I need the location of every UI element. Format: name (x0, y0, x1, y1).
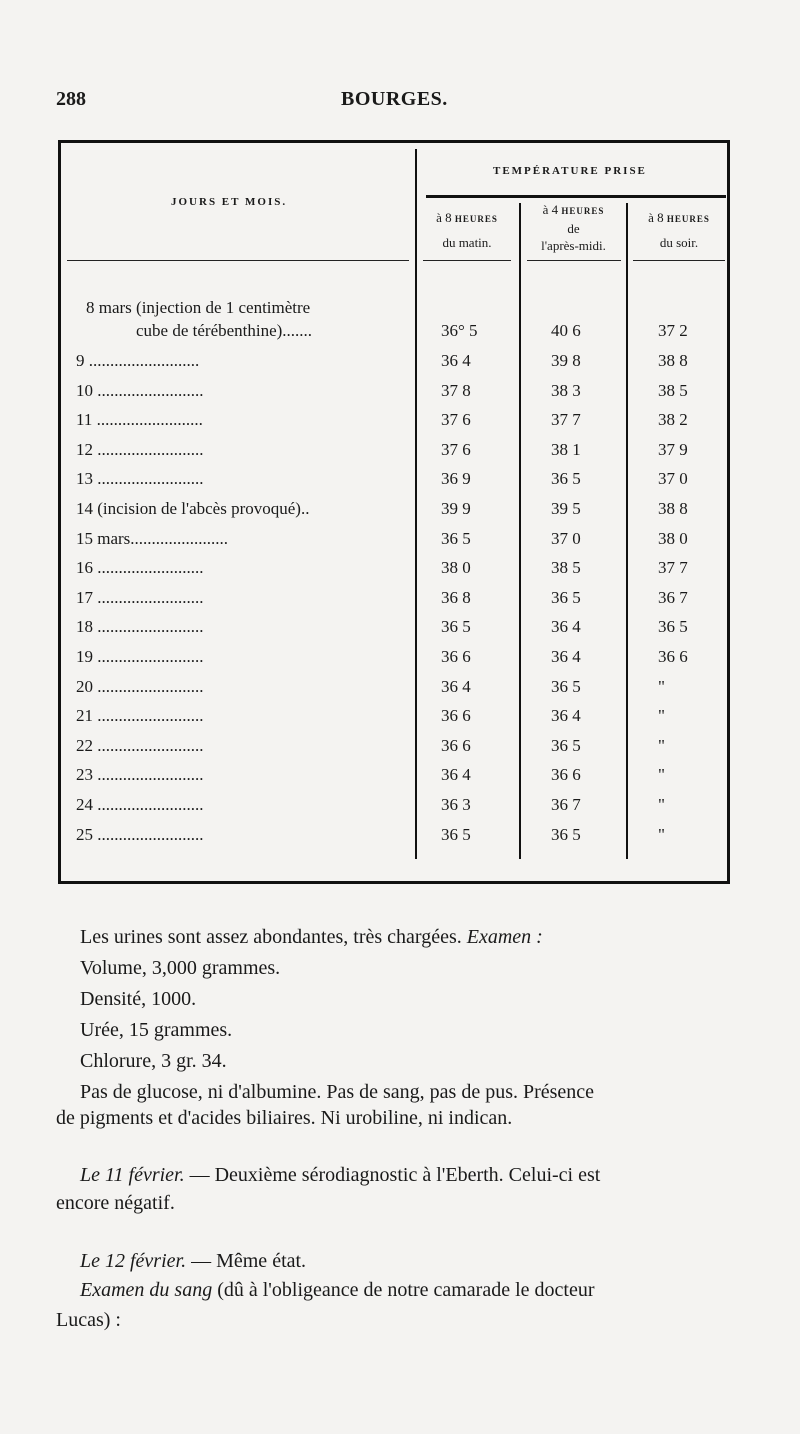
table-row (61, 736, 733, 766)
row-label: 9 .......................... (76, 351, 200, 370)
header-bottom-rule-left (67, 260, 409, 261)
line-negatif: encore négatif. (56, 1192, 175, 1214)
value-evening: 37 0 (658, 469, 688, 489)
value-morning: 36 6 (441, 735, 471, 755)
value-morning: 36 4 (441, 765, 471, 785)
value-afternoon: 37 0 (551, 528, 581, 548)
line-pigments: de pigments et d'acides biliaires. Ni urobiline, ni indican. (56, 1107, 513, 1129)
paragraph-12-fevrier: Le 12 février. — Même état. (80, 1250, 307, 1272)
value-morning: 39 9 (441, 499, 471, 518)
value-evening: 36 6 (658, 647, 688, 666)
row-label: 18 ......................... (76, 617, 204, 637)
line-uree: Urée, 15 grammes. (80, 1019, 233, 1041)
value-afternoon: 38 1 (551, 439, 581, 459)
table-row (61, 617, 733, 647)
row-label: 15 mars....................... (76, 528, 229, 548)
col-header-days: JOURS ET MOIS. (171, 196, 288, 208)
header-rule (426, 195, 726, 198)
header-bottom-rule-2 (527, 260, 621, 261)
value-afternoon: 36 5 (551, 587, 581, 607)
value-evening: 37 2 (658, 321, 688, 340)
value-evening: 38 2 (658, 410, 688, 430)
value-morning: 36 3 (441, 795, 471, 814)
value-morning: 36 6 (441, 706, 471, 726)
running-head: BOURGES. (341, 88, 448, 110)
value-afternoon: 36 5 (551, 824, 581, 844)
table-row (61, 765, 733, 795)
line-volume: Volume, 3,000 grammes. (80, 957, 281, 979)
body-text (56, 922, 740, 1342)
paragraph-11-fevrier: Le 11 février. — Deuxième sérodiagnostic à l'Eberth. Celui-ci est (80, 1164, 601, 1186)
value-evening: 36 7 (658, 587, 688, 607)
row-label: 23 ......................... (76, 765, 204, 785)
value-morning: 37 6 (441, 439, 471, 459)
value-afternoon: 36 5 (551, 469, 581, 489)
value-evening: " (658, 706, 665, 726)
value-afternoon: 39 5 (551, 499, 581, 518)
value-morning: 37 8 (441, 380, 471, 400)
value-evening: 38 5 (658, 380, 688, 400)
value-afternoon: 36 4 (551, 647, 581, 666)
page-number: 288 (56, 88, 86, 110)
value-morning: 37 6 (441, 410, 471, 430)
table-row (61, 795, 733, 825)
header-bottom-rule-3 (633, 260, 725, 261)
table-row (61, 706, 733, 736)
table-row (61, 558, 733, 588)
table-row (61, 410, 733, 440)
row-label: 21 ......................... (76, 706, 204, 726)
table-row (61, 381, 733, 411)
value-evening: " (658, 676, 665, 696)
row-label: 19 ......................... (76, 647, 204, 666)
value-morning: 36 4 (441, 351, 471, 370)
row-label: 20 ......................... (76, 676, 204, 696)
value-afternoon: 36 4 (551, 706, 581, 726)
value-morning: 36° 5 (441, 321, 478, 340)
row-label: 24 ......................... (76, 795, 204, 814)
table-row (61, 825, 733, 855)
value-morning: 36 5 (441, 617, 471, 637)
paragraph-examen-sang: Examen du sang (dû à l'obligeance de notre camarade le docteur (80, 1279, 595, 1301)
table-row (61, 499, 733, 529)
value-evening: " (658, 795, 665, 814)
value-evening: " (658, 735, 665, 755)
subheader-evening: à 8 HEURES du soir. (648, 210, 710, 250)
value-afternoon: 38 3 (551, 380, 581, 400)
value-afternoon: 36 4 (551, 617, 581, 637)
value-morning: 36 4 (441, 676, 471, 696)
value-evening: 38 0 (658, 528, 688, 548)
row-label: 10 ......................... (76, 380, 204, 400)
value-evening: 36 5 (658, 617, 688, 637)
paragraph-urines: Les urines sont assez abondantes, très chargées. Examen : (80, 926, 543, 948)
subheader-afternoon: à 4 HEURES de l'après-midi. (541, 202, 606, 253)
value-evening: " (658, 824, 665, 844)
row-label: 8 mars (injection de 1 centimètre (86, 298, 311, 317)
value-morning: 36 5 (441, 824, 471, 844)
line-chlorure: Chlorure, 3 gr. 34. (80, 1050, 227, 1072)
page-header (56, 88, 740, 118)
value-morning: 36 9 (441, 469, 471, 489)
value-afternoon: 36 5 (551, 735, 581, 755)
value-evening: 37 9 (658, 439, 688, 459)
row-label: 25 ......................... (76, 824, 204, 844)
value-evening: " (658, 765, 665, 785)
line-glucose: Pas de glucose, ni d'albumine. Pas de sang, pas de pus. Présence (80, 1081, 595, 1103)
subheader-morning: à 8 HEURES du matin. (436, 210, 498, 250)
value-afternoon: 39 8 (551, 351, 581, 370)
value-evening: 38 8 (658, 499, 688, 518)
row-label: 13 ......................... (76, 469, 204, 489)
row-label: cube de térébenthine)....... (136, 321, 313, 340)
header-bottom-rule-1 (423, 260, 511, 261)
table-row (61, 529, 733, 559)
line-lucas: Lucas) : (56, 1309, 121, 1331)
value-afternoon: 40 6 (551, 321, 581, 340)
value-morning: 36 8 (441, 587, 471, 607)
line-densite: Densité, 1000. (80, 988, 197, 1010)
row-label: 14 (incision de l'abcès provoqué).. (76, 499, 310, 518)
value-evening: 38 8 (658, 351, 688, 370)
row-label: 16 ......................... (76, 558, 204, 578)
value-afternoon: 36 6 (551, 765, 581, 785)
table-row-8-mars (61, 321, 733, 351)
value-morning: 36 6 (441, 647, 471, 666)
col-header-temperature: TEMPÉRATURE PRISE (493, 165, 647, 177)
row-label: 12 ......................... (76, 439, 204, 459)
table-row (61, 469, 733, 499)
value-afternoon: 37 7 (551, 410, 581, 430)
table-row (61, 351, 733, 381)
value-morning: 36 5 (441, 528, 471, 548)
value-afternoon: 36 7 (551, 795, 581, 814)
value-evening: 37 7 (658, 558, 688, 578)
table-row (61, 588, 733, 618)
temperature-table (58, 140, 730, 884)
value-morning: 38 0 (441, 558, 471, 578)
row-label: 11 ......................... (76, 410, 203, 430)
table-row (61, 440, 733, 470)
value-afternoon: 38 5 (551, 558, 581, 578)
table-row (61, 647, 733, 677)
row-label: 17 ......................... (76, 587, 204, 607)
value-afternoon: 36 5 (551, 676, 581, 696)
row-label: 22 ......................... (76, 735, 204, 755)
table-row (61, 677, 733, 707)
